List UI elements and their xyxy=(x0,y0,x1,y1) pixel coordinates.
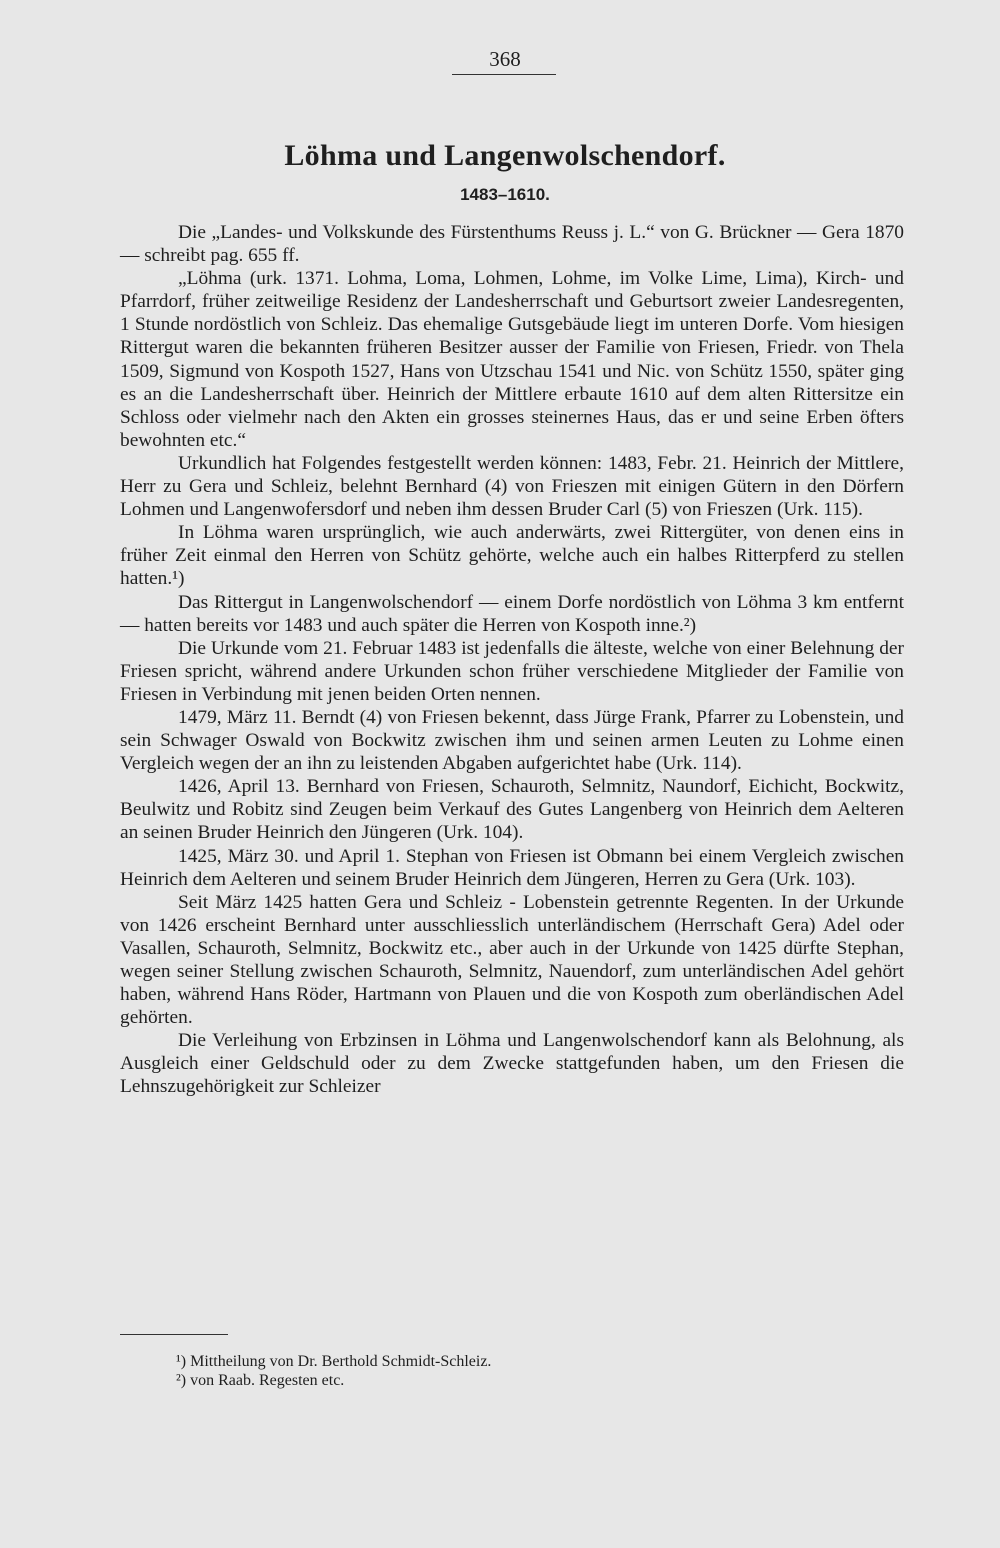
paragraph: 1426, April 13. Bernhard von Friesen, Schauroth, Selmnitz, Naundorf, Eichicht, Bockwitz, Beulwitz und Robitz sind Zeugen beim Verkauf des Gutes Langenberg von Heinrich dem Aelteren an seinen Bruder Heinrich den Jüngeren (Urk. 104). xyxy=(120,776,904,844)
footnote-rule xyxy=(120,1334,228,1335)
paragraph: Seit März 1425 hatten Gera und Schleiz - Lobenstein getrennte Regenten. In der Urkunde von 1426 erscheint Bernhard unter ausschliesslich unterländischem (Herrschaft Gera) Adel oder Vasallen, Schauroth, Selmnitz, Bockwitz etc., aber auch in der Urkunde von 1425 dürfte Stephan, wegen seiner Stellung zwischen Schauroth, Selmnitz, Nauendorf, zum unterländischen Adel gehört haben, während Hans Röder, Hartmann von Plauen und die von Kospoth zum oberländischen Adel gehörten. xyxy=(120,891,904,1029)
page-number-rule xyxy=(452,74,556,75)
footnote: ²) von Raab. Regesten etc. xyxy=(176,1372,345,1389)
page-number: 368 xyxy=(489,47,521,71)
chapter-date-range: 1483–1610. xyxy=(460,185,550,204)
paragraph: „Löhma (urk. 1371. Lohma, Loma, Lohmen, Lohme, im Volke Lime, Lima), Kirch- und Pfarrdorf, früher zeitweilige Residenz der Landesherrschaft und Geburtsort zweier Landesregenten, 1 Stunde nordöstlich von Schleiz. Das ehemalige Gutsgebäude liegt im unteren Dorfe. Vom hiesigen Rittergut waren die bekannten früheren Besitzer ausser der Familie von Friesen, Friedr. von Thela 1509, Sigmund von Kospoth 1527, Hans von Utzschau 1541 und Nic. von Schütz 1550, später ging es an die Landesherrschaft über. Heinrich der Mittlere erbaute 1610 auf dem alten Rittersitze ein Schloss oder vielmehr nach den Akten ein grosses steinernes Haus, das er und seine Erben öfters bewohnten etc.“ xyxy=(120,268,904,451)
paragraph: 1425, März 30. und April 1. Stephan von Friesen ist Obmann bei einem Vergleich zwischen Heinrich dem Aelteren und seinem Bruder Heinrich dem Jüngeren, Herren zu Gera (Urk. 103). xyxy=(120,845,904,890)
paragraph: Die Urkunde vom 21. Februar 1483 ist jedenfalls die älteste, welche von einer Belehnung der Friesen spricht, während andere Urkunden schon früher verschiedene Mitglieder der Familie von Friesen in Verbindung mit jenen beiden Orten nennen. xyxy=(120,637,904,705)
paragraph: In Löhma waren ursprünglich, wie auch anderwärts, zwei Rittergüter, von denen eins in früher Zeit einmal den Herren von Schütz gehörte, welche auch ein halbes Ritterpferd zu stellen hatten.¹) xyxy=(120,522,904,590)
paragraph: Urkundlich hat Folgendes festgestellt werden können: 1483, Febr. 21. Heinrich der Mittlere, Herr zu Gera und Schleiz, belehnt Bernhard (4) von Frieszen mit einigen Gütern in den Dörfern Lohmen und Langenwofersdorf und neben ihm dessen Bruder Carl (5) von Frieszen (Urk. 115). xyxy=(120,452,904,521)
body-text xyxy=(120,221,904,1099)
footnote: ¹) Mittheilung von Dr. Berthold Schmidt-Schleiz. xyxy=(176,1353,492,1370)
footnotes xyxy=(120,1352,904,1390)
paragraph: 1479, März 11. Berndt (4) von Friesen bekennt, dass Jürge Frank, Pfarrer zu Lobenstein, und sein Schwager Oswald von Bockwitz zwischen ihm und seinen armen Leuten zu Lohme einen Vergleich wegen der an ihn zu leistenden Abgaben aufgerichtet habe (Urk. 114). xyxy=(120,706,904,775)
chapter-title: Löhma und Langenwolschendorf. xyxy=(284,139,726,172)
paragraph: Das Rittergut in Langenwolschendorf — einem Dorfe nordöstlich von Löhma 3 km entfernt — hatten bereits vor 1483 und auch später die Herren von Kospoth inne.²) xyxy=(120,591,904,636)
paragraph: Die Verleihung von Erbzinsen in Löhma und Langenwolschendorf kann als Belohnung, als Ausgleich einer Geldschuld oder zu dem Zwecke stattgefunden haben, um den Friesen die Lehnszugehörigkeit zur Schleizer xyxy=(120,1030,904,1098)
paragraph: Die „Landes- und Volkskunde des Fürstenthums Reuss j. L.“ von G. Brückner — Gera 1870 — schreibt pag. 655 ff. xyxy=(120,222,904,267)
